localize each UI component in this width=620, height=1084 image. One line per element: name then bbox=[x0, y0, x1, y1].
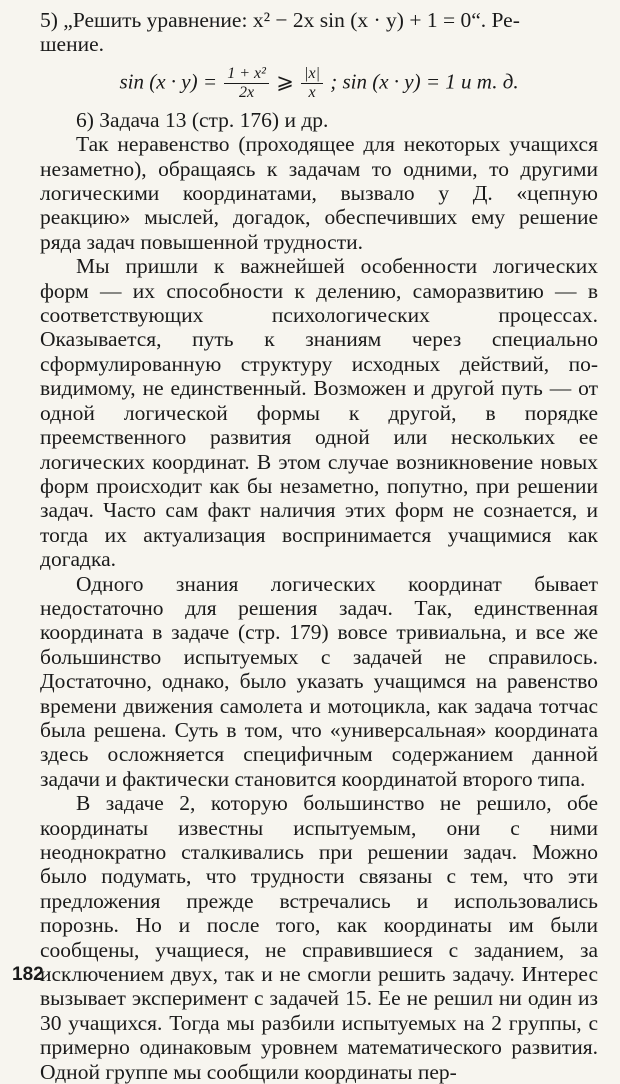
page-number: 182 bbox=[12, 964, 44, 985]
formula bbox=[40, 65, 598, 102]
item-5 bbox=[40, 8, 598, 57]
item-5-line-2: шение. bbox=[40, 32, 105, 57]
formula-left: sin (x · y) = bbox=[119, 69, 217, 94]
formula-fraction-2 bbox=[301, 65, 323, 102]
paragraph-4: В задаче 2, которую большинство не решило, обе координаты известны испытуемым, они с ними неоднократно сталкивались при решении задач. Можно было подумать, что трудности связаны с тем, что эти предложения прежде встречались и использовались порознь. Но и после того, как координаты им были сообщены, учащиеся, не справившиеся с заданием, за исключением двух, так и не смогли решить задачу. Интерес вызывает эксперимент с задачей 15. Ее не решил ни один из 30 учащихся. Тогда мы разбили испытуемых на 2 группы, с примерно одинаковым уровнем математического развития. Одной группе мы сообщили координаты пер- bbox=[40, 791, 598, 1084]
formula-fraction-1 bbox=[224, 65, 269, 102]
item-5-line-1: 5) „Решить уравнение: x² − 2x sin (x · y) + 1 = 0“. Ре- bbox=[40, 8, 520, 32]
formula-geq-sign: ⩾ bbox=[276, 69, 294, 94]
paragraph-3: Одного знания логических координат бывает недостаточно для решения задач. Так, единственная координата в задаче (стр. 179) вовсе тривиальна, и все же большинство испытуемых с задачей не справилось. Достаточно, однако, было указать учащимся на равенство времени движения самолета и мотоцикла, как задача тотчас была решена. Суть в том, что «универсальная» координата здесь осложняется специфичным содержанием данной задачи и фактически становится координатой второго типа. bbox=[40, 571, 598, 791]
paragraph-1: Так неравенство (проходящее для некоторых учащихся незаметно), обращаясь к задачам то одними, то другими логическими координатами, вызвало у Д. «цепную реакцию» мыслей, догадок, обеспечивших ему решение ряда задач повышенной трудности. bbox=[40, 132, 598, 254]
fraction-2-numerator: |x| bbox=[301, 65, 323, 84]
item-6: 6) Задача 13 (стр. 176) и др. bbox=[76, 107, 329, 132]
fraction-2-denominator: x bbox=[308, 83, 316, 101]
fraction-1-denominator: 2x bbox=[239, 83, 255, 101]
formula-right: ; sin (x · y) = 1 и т. д. bbox=[330, 69, 519, 94]
page-text bbox=[40, 8, 598, 1084]
fraction-1-numerator: 1 + x² bbox=[224, 65, 269, 84]
paragraph-2: Мы пришли к важнейшей особенности логических форм — их способности к делению, саморазвитию — в соответствующих психологических процессах. Оказывается, путь к знаниям через специально сформулированную структуру исходных действий, по-видимому, не единственный. Возможен и другой путь — от одной логической формы к другой, в порядке преемственного развития одной или нескольких ее логических координат. В этом случае возникновение новых форм происходит как бы незаметно, попутно, при решении задач. Часто сам факт наличия этих форм не сознается, и тогда их актуализация воспринимается учащимися как догадка. bbox=[40, 254, 598, 572]
